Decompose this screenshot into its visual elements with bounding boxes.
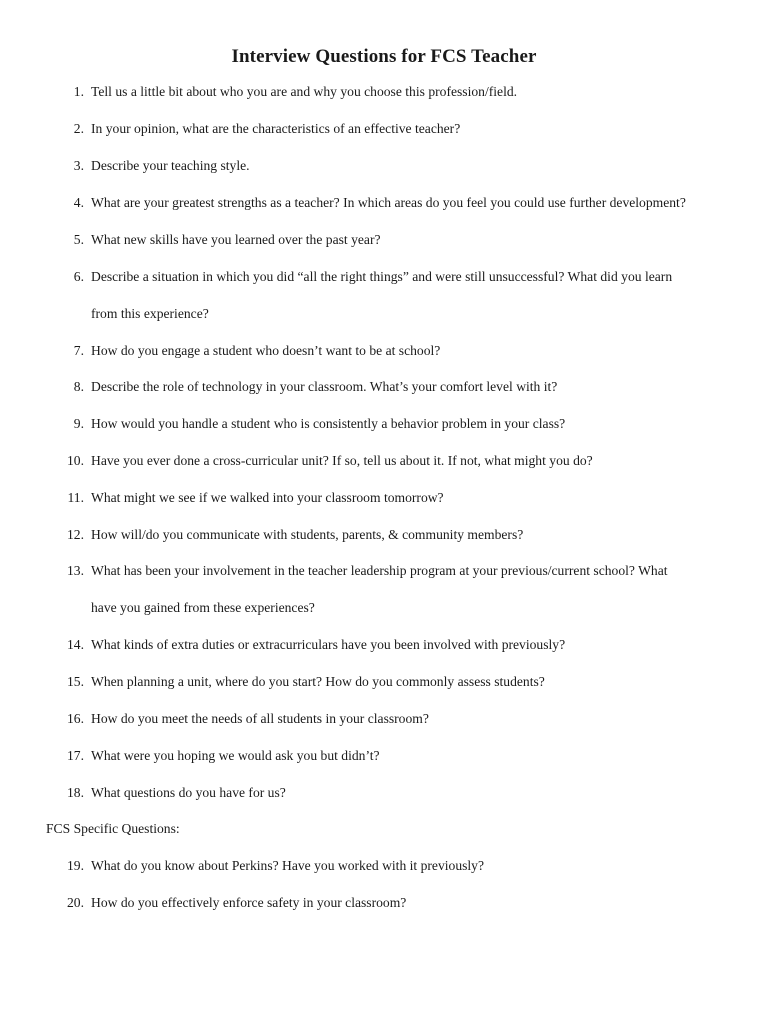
question-number: 4. — [73, 195, 84, 210]
question-text: How would you handle a student who is consistently a behavior problem in your class? — [91, 416, 566, 431]
question-text: Have you ever done a cross-curricular unit? If so, tell us about it. If not, what might you do? — [91, 453, 593, 468]
question-text: Tell us a little bit about who you are and why you choose this profession/field. — [91, 84, 518, 99]
question-number: 6. — [73, 269, 84, 284]
question-number: 19. — [67, 858, 84, 873]
question-number: 8. — [73, 379, 84, 394]
question-number: 18. — [67, 785, 84, 800]
question-number: 5. — [73, 232, 84, 247]
question-text: from this experience? — [91, 306, 209, 321]
question-number: 14. — [67, 637, 84, 652]
question-text: What do you know about Perkins? Have you worked with it previously? — [91, 858, 485, 873]
question-text: How will/do you communicate with students, parents, & community members? — [91, 527, 524, 542]
question-text: What are your greatest strengths as a teacher? In which areas do you feel you could use further development? — [91, 195, 686, 210]
question-text: What might we see if we walked into your classroom tomorrow? — [91, 490, 444, 505]
question-text: have you gained from these experiences? — [91, 600, 315, 615]
question-number: 17. — [67, 748, 84, 763]
question-number: 9. — [73, 416, 84, 431]
question-number: 2. — [73, 121, 84, 136]
question-number: 15. — [67, 674, 84, 689]
question-text: What questions do you have for us? — [91, 785, 286, 800]
question-number: 16. — [67, 711, 84, 726]
question-text: In your opinion, what are the characteristics of an effective teacher? — [91, 121, 461, 136]
document-title: Interview Questions for FCS Teacher — [231, 46, 537, 67]
section-label: FCS Specific Questions: — [46, 821, 180, 836]
question-text: Describe the role of technology in your classroom. What’s your comfort level with it? — [91, 379, 558, 394]
question-number: 1. — [73, 84, 84, 99]
question-text: What kinds of extra duties or extracurriculars have you been involved with previously? — [91, 637, 566, 652]
question-number: 12. — [67, 527, 84, 542]
question-text: What has been your involvement in the teacher leadership program at your previous/current school? What — [91, 563, 668, 578]
question-text: When planning a unit, where do you start? How do you commonly assess students? — [91, 674, 545, 689]
question-number: 10. — [67, 453, 84, 468]
question-text: Describe your teaching style. — [91, 158, 250, 173]
question-number: 7. — [73, 343, 84, 358]
question-number: 11. — [67, 490, 84, 505]
question-text: What new skills have you learned over the past year? — [91, 232, 381, 247]
question-text: Describe a situation in which you did “all the right things” and were still unsuccessful? What did you learn — [91, 269, 673, 284]
question-number: 20. — [67, 895, 84, 910]
question-text: How do you effectively enforce safety in your classroom? — [91, 895, 407, 910]
question-number: 13. — [67, 563, 84, 578]
question-text: What were you hoping we would ask you but didn’t? — [91, 748, 380, 763]
question-text: How do you meet the needs of all students in your classroom? — [91, 711, 429, 726]
question-number: 3. — [73, 158, 84, 173]
question-text: How do you engage a student who doesn’t want to be at school? — [91, 343, 441, 358]
